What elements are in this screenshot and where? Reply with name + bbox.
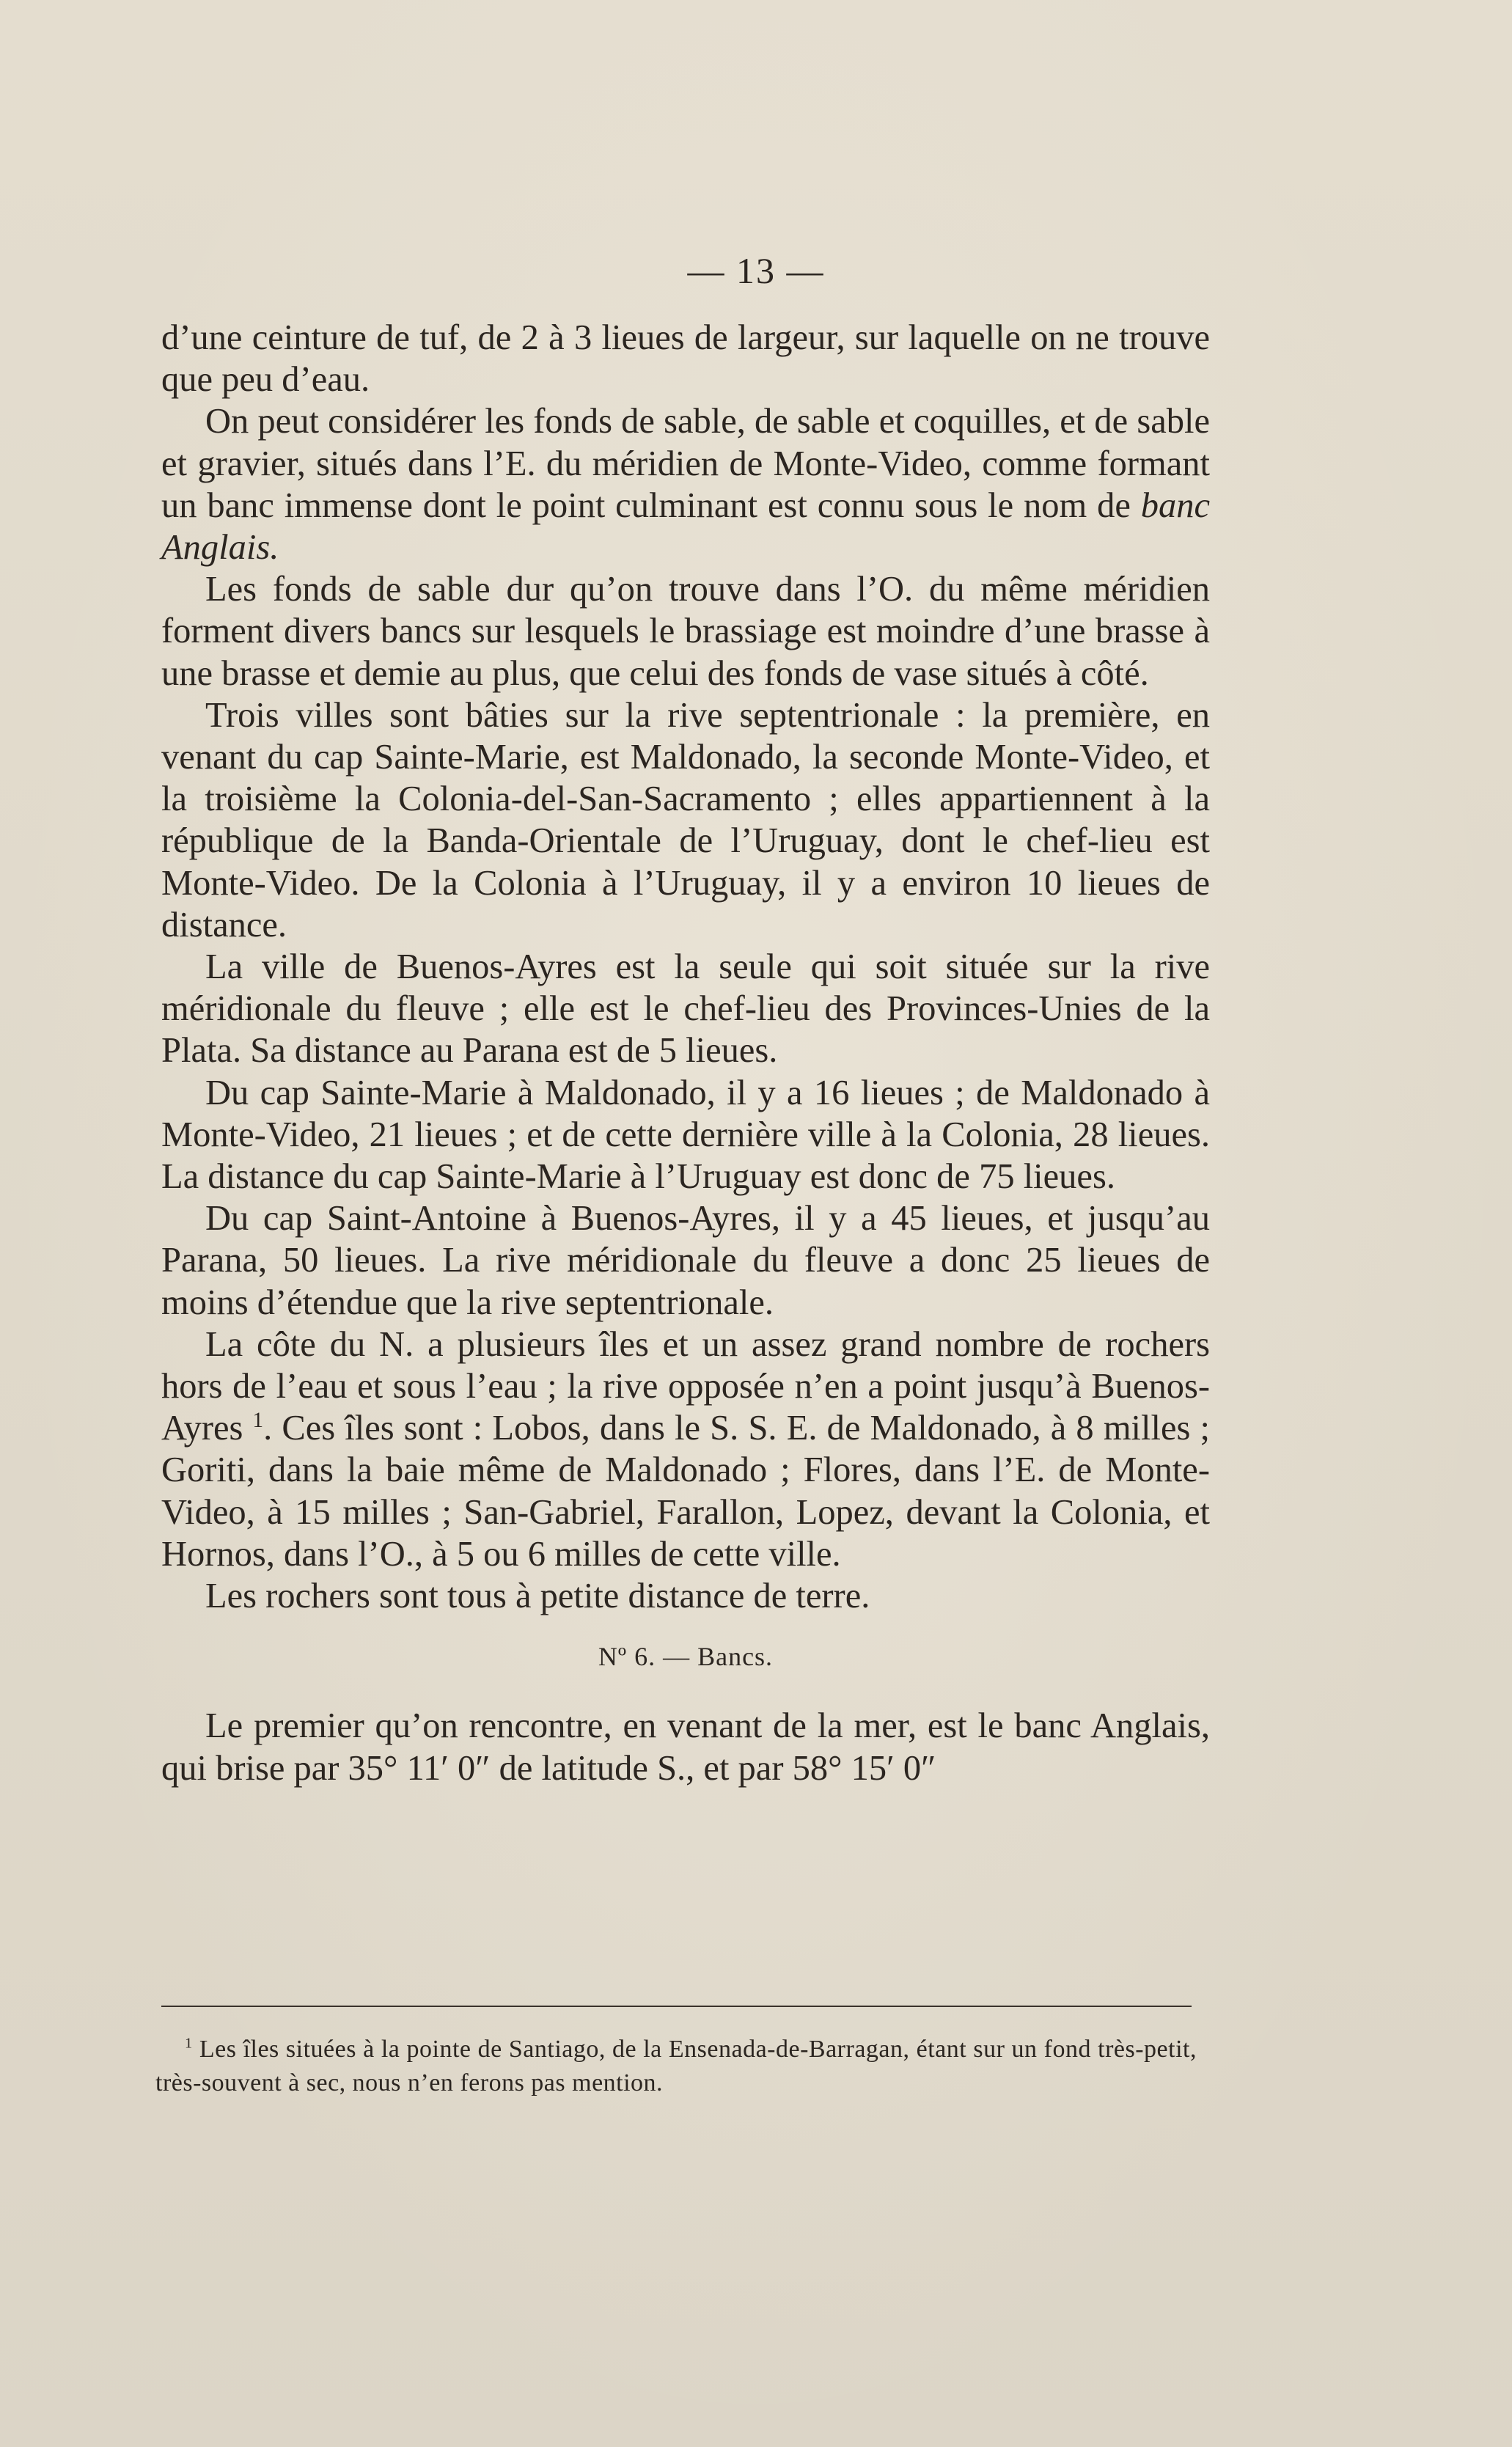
paragraph-7: Du cap Saint-Antoine à Buenos-Ayres, il y a 45 lieues, et jusqu’au Parana, 50 lieues. La rive méridionale du fleuve a donc 25 lieues de moins d’étendue que la rive septentrionale. — [161, 1199, 1210, 1322]
footnote-marker: 1 — [185, 2035, 193, 2052]
paragraph-9: Les rochers sont tous à petite distance de terre. — [205, 1577, 870, 1616]
paragraph-10: Le premier qu’on rencontre, en venant de la mer, est le banc Anglais, qui brise par 35° 11′ 0″ de latitude S., et par 58° 15′ 0″ — [161, 1706, 1210, 1788]
paragraph-8-continued: . Ces îles sont : Lobos, dans le S. S. E. de Maldonado, à 8 milles ; Goriti, dans la baie même de Maldonado ; Flores, dans l’E. de Monte-Video, à 15 milles ; San-Gabriel, Farallon, Lopez, devant la Colonia, et Hornos, dans l’O., à 5 ou 6 milles de cette ville. — [161, 1409, 1211, 1574]
paragraph-8 — [161, 1324, 1210, 1575]
paragraph-6: Du cap Sainte-Marie à Maldonado, il y a 16 lieues ; de Maldonado à Monte-Video, 21 lieues ; et de cette dernière ville à la Colonia, 28 lieues. La distance du cap Sainte-Marie à l’Uruguay est donc de 75 lieues. — [161, 1073, 1210, 1197]
footnote-reference: 1 — [252, 1409, 264, 1433]
paragraph-2-text: On peut considérer les fonds de sable, de sable et coquilles, et de sable et gravier, situés dans l’E. du méridien de Monte-Video, comme formant un banc immense dont le point culminant est connu sous le nom de — [161, 402, 1210, 525]
section-heading: Nº 6. — Bancs. — [598, 1642, 774, 1672]
paragraph-8-text: La côte du N. a plusieurs îles et un assez grand nombre de rochers hors de l’eau et sous l’eau ; la rive opposée n’en a point jusqu’à Buenos-Ayres — [161, 1324, 1210, 1448]
paragraph-5: La ville de Buenos-Ayres est la seule qui soit située sur la rive méridionale du fleuve ; elle est le chef-lieu des Provinces-Unies de la Plata. Sa distance au Parana est de 5 lieues. — [161, 947, 1210, 1071]
page-number: — 13 — — [687, 250, 825, 291]
paragraph-3: Les fonds de sable dur qu’on trouve dans l’O. du même méridien forment divers bancs sur lesquels le brassiage est moindre d’une brasse à une brasse et demie au plus, que celui des fonds de vase situés à côté. — [161, 570, 1210, 693]
footnote — [155, 2033, 1197, 2100]
paragraph-4: Trois villes sont bâties sur la rive septentrionale : la première, en venant du cap Sainte-Marie, est Maldonado, la seconde Monte-Video, et la troisième la Colonia-del-San-Sacramento ; elles appartiennent à la république de la Banda-Orientale de l’Uruguay, dont le chef-lieu est Monte-Video. De la Colonia à l’Uruguay, il y a environ 10 lieues de distance. — [161, 695, 1210, 944]
main-text — [161, 317, 1210, 1789]
footnote-divider — [161, 2006, 1192, 2007]
banc-anglais-term: banc Anglais. — [161, 485, 1210, 568]
footnote-text: Les îles situées à la pointe de Santiago, de la Ensenada-de-Barragan, étant sur un fond très-petit, très-souvent à sec, nous n’en ferons pas mention. — [155, 2036, 1197, 2096]
paragraph-2 — [161, 400, 1210, 568]
paragraph-1: d’une ceinture de tuf, de 2 à 3 lieues de largeur, sur laquelle on ne trouve que peu d’eau. — [161, 318, 1210, 400]
